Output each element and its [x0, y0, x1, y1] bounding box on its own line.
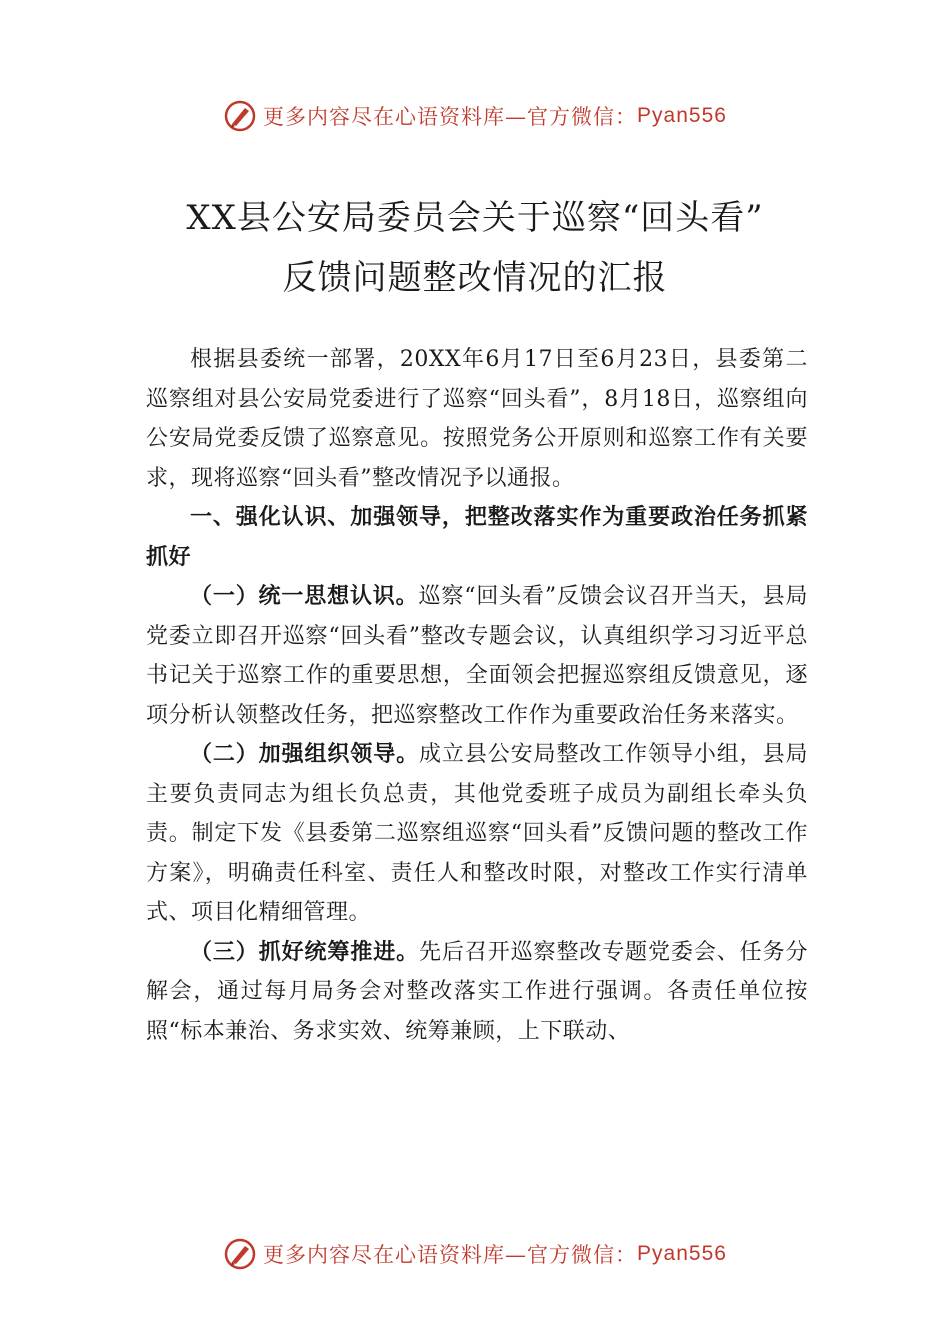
item-paragraph-3: [146, 933, 808, 1052]
intro-paragraph: 根据县委统一部署，20XX年6月17日至6月23日，县委第二巡察组对县公安局党委进行了巡察“回头看”，8月18日，巡察组向公安局党委反馈了巡察意见。按照党务公开原则和巡察工作有关要求，现将巡察“回头看”整改情况予以通报。: [146, 347, 808, 491]
item-1-lead: （一）统一思想认识。: [190, 583, 419, 609]
item-2-text: 成立县公安局整改工作领导小组，县局主要负责同志为组长负总责，其他党委班子成员为副组长牵头负责。制定下发《县委第二巡察组巡察“回头看”反馈问题的整改工作方案》，明确责任科室、责任人和整改时限，对整改工作实行清单式、项目化精细管理。: [146, 742, 808, 925]
item-3-text: 先后召开巡察整改专题党委会、任务分解会，通过每月局务会对整改落实工作进行强调。各责任单位按照“标本兼治、务求实效、统筹兼顾，上下联动、: [146, 939, 808, 1044]
watermark-banner-bottom: [0, 1234, 950, 1274]
section-heading-1: 一、强化认识、加强领导，把整改落实作为重要政治任务抓紧抓好: [146, 505, 808, 570]
item-2-lead: （二）加强组织领导。: [190, 741, 420, 767]
item-1-text: 巡察“回头看”反馈会议召开当天，县局党委立即召开巡察“回头看”整改专题会议，认真组织学习习近平总书记关于巡察工作的重要思想，全面领会把握巡察组反馈意见，逐项分析认领整改任务，把巡察整改工作作为重要政治任务来落实。: [146, 584, 808, 728]
banner-text: 更多内容尽在心语资料库—官方微信：: [263, 105, 638, 129]
item-paragraph-2: [146, 735, 808, 933]
document-body: [146, 340, 808, 1051]
item-paragraph-1: [146, 577, 808, 735]
watermark-banner-top: [0, 96, 950, 136]
pen-logo-icon: [223, 1237, 257, 1271]
banner-wechat-id: Pyan556: [637, 1242, 727, 1265]
banner-text: 更多内容尽在心语资料库—官方微信：: [263, 1243, 638, 1267]
pen-logo-icon: [223, 99, 257, 133]
document-title-line-1: XX县公安局委员会关于巡察“回头看”: [186, 198, 764, 238]
document-title-line-2: 反馈问题整改情况的汇报: [282, 258, 668, 298]
item-3-lead: （三）抓好统筹推进。: [190, 938, 420, 965]
banner-wechat-id: Pyan556: [637, 104, 727, 127]
